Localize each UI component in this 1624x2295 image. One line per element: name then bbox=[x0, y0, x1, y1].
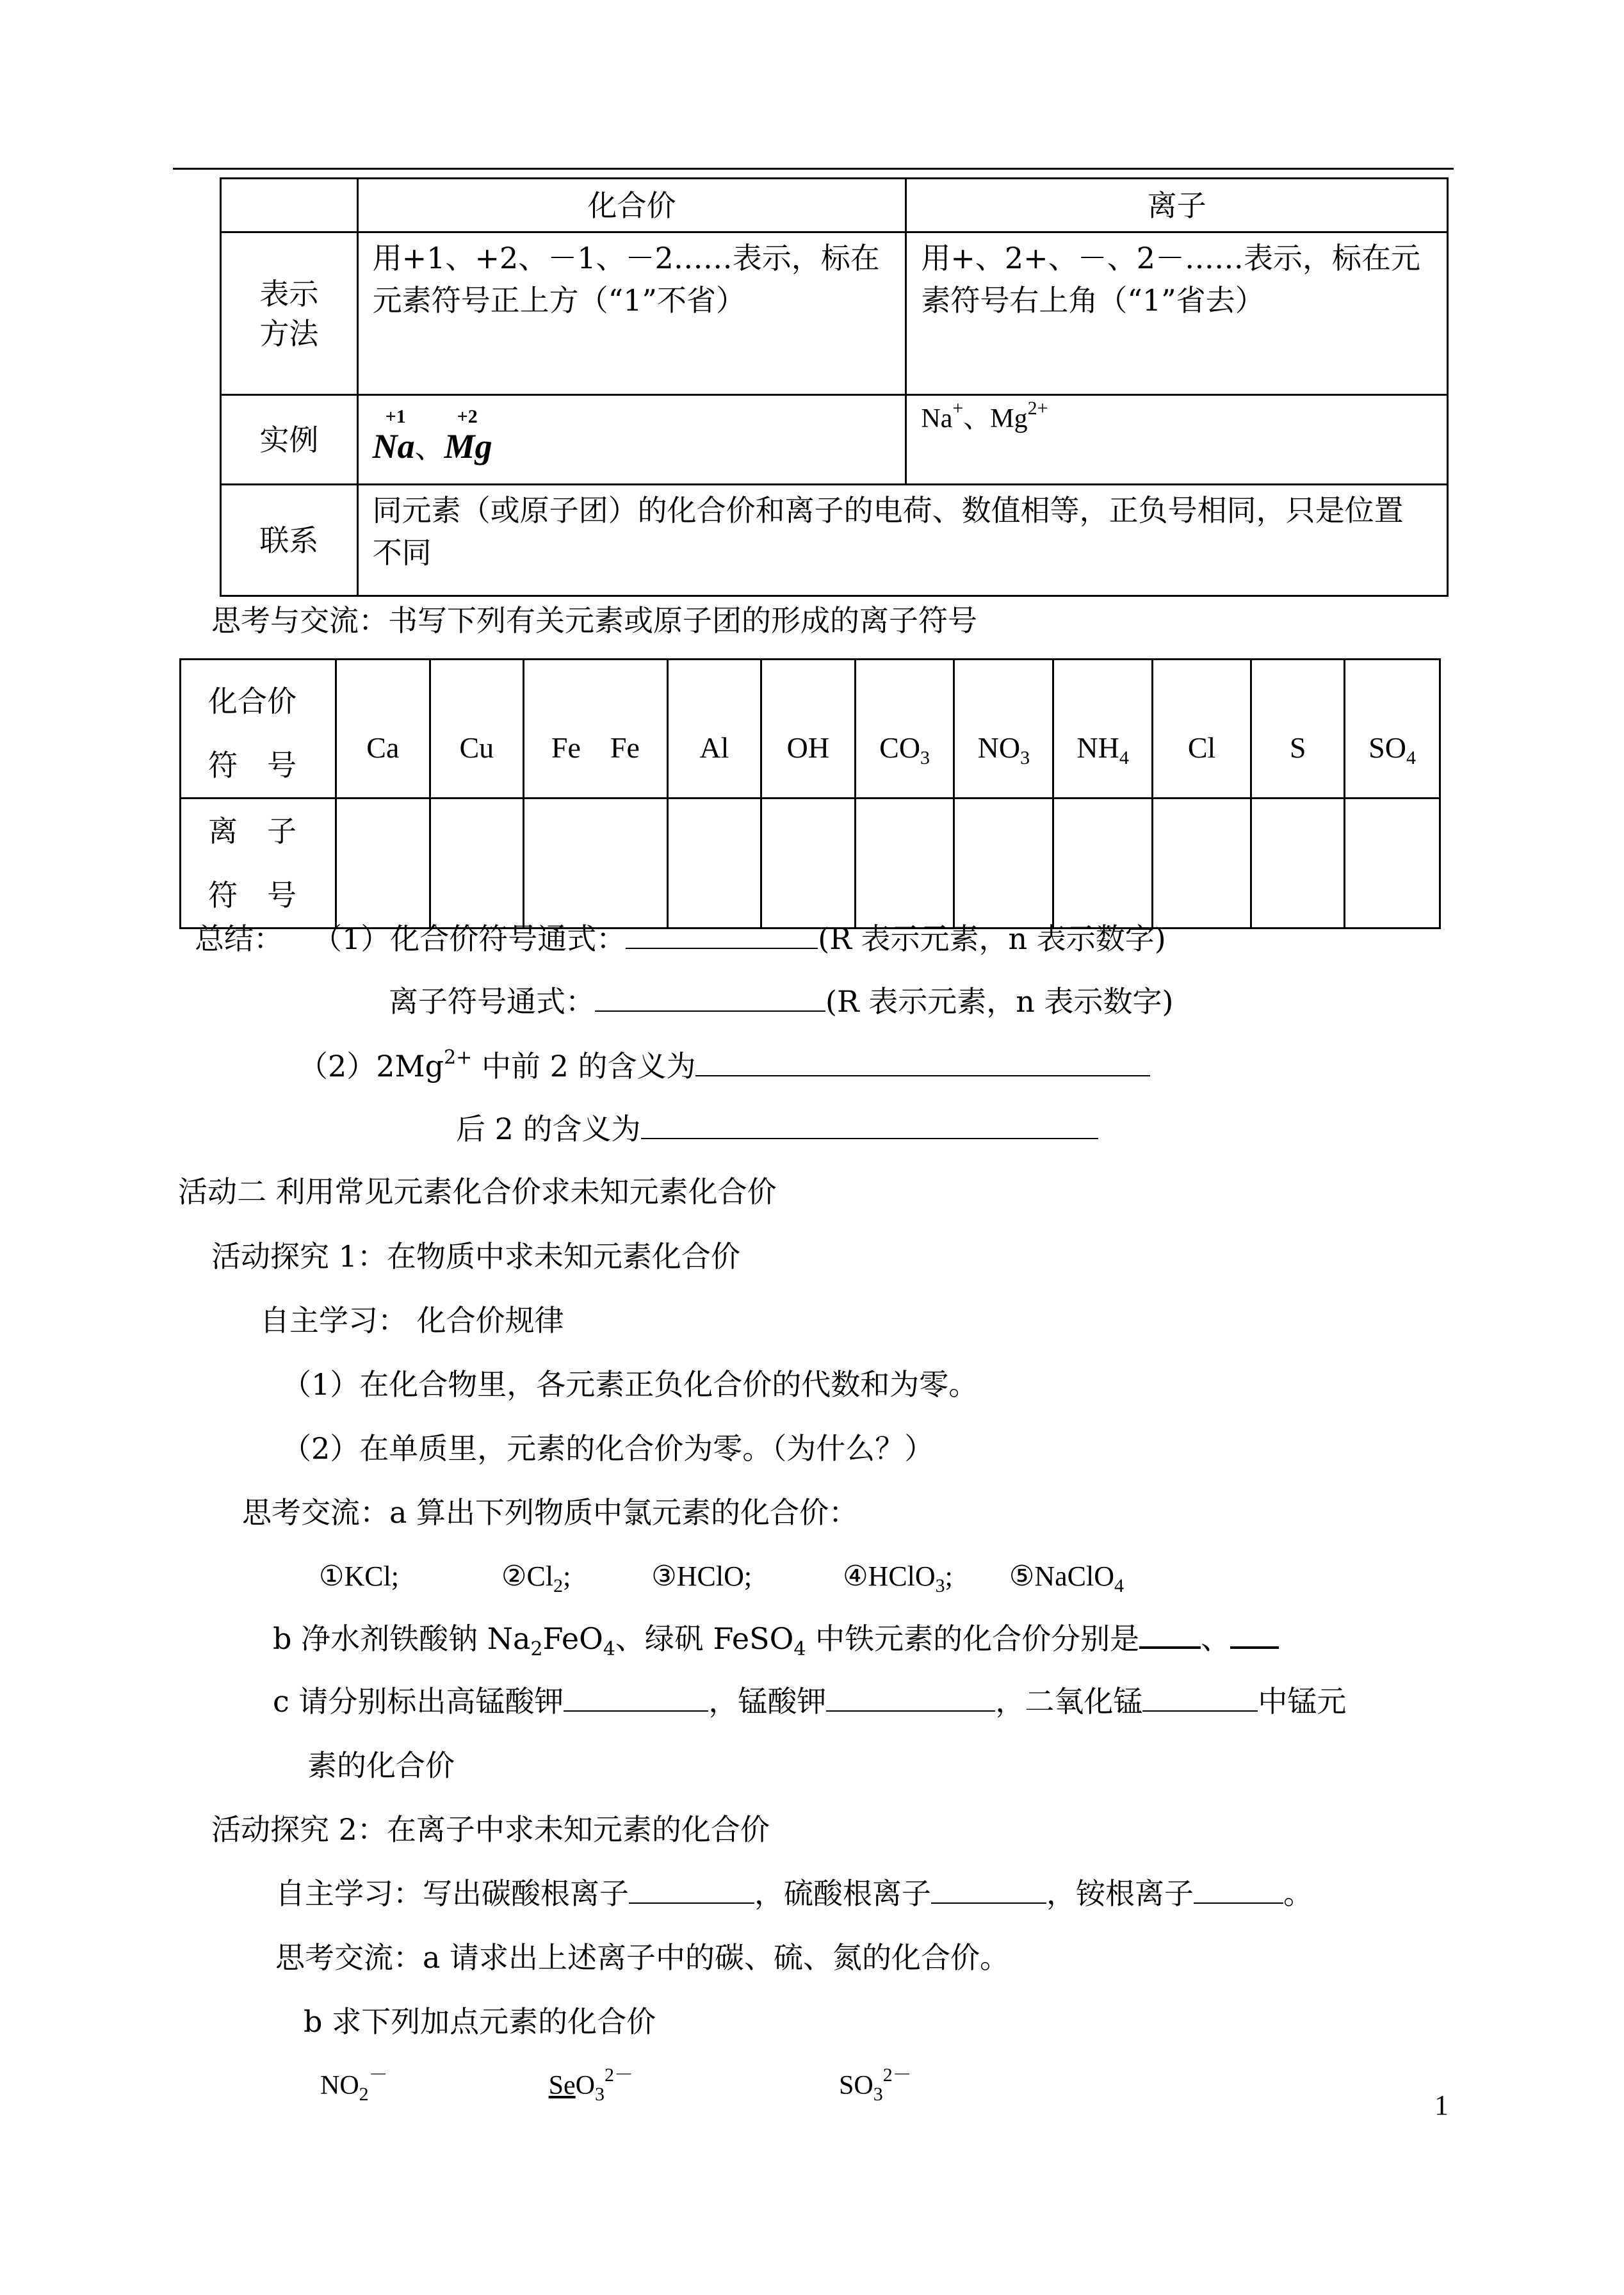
symbol-cell: S bbox=[1251, 660, 1345, 799]
table1-row-label-relation: 联系 bbox=[221, 485, 358, 596]
summary-line-2: 离子符号通式： (R 表示元素，n 表示数字) bbox=[389, 984, 1174, 1019]
summary-line-3: $(2)2Mg^{2+}$ 中前 2 的含义为 bbox=[298, 1048, 1150, 1085]
table2-row1-label: 化合价 符 号 bbox=[181, 660, 336, 799]
symbol-cell: Ca bbox=[336, 660, 430, 799]
fe-valence-blank-2[interactable] bbox=[1230, 1621, 1279, 1649]
valence-na: +1 Na bbox=[372, 405, 415, 466]
ion-answer-cell[interactable] bbox=[336, 799, 430, 929]
summary-line-1: 总结： （1）化合价符号通式： (R 表示元素，n 表示数字) bbox=[195, 921, 1166, 956]
compound-cl2: $②Cl_2$; bbox=[501, 1561, 571, 1596]
ion-answer-cell[interactable] bbox=[1345, 799, 1440, 929]
symbol-cell: $NH_4$ bbox=[1053, 660, 1153, 799]
valence-sep: 、 bbox=[414, 430, 444, 465]
ion-list bbox=[320, 2064, 912, 2105]
table1-relation: 同元素（或原子团）的化合价和离子的电荷、数值相等，正负号相同，只是位置不同 bbox=[357, 485, 1447, 596]
table1-header-empty bbox=[221, 179, 358, 232]
symbol-cell: Cu bbox=[430, 660, 523, 799]
ion-answer-cell[interactable] bbox=[855, 799, 954, 929]
valence-mg: +2 Mg bbox=[444, 405, 492, 466]
table1-valence-method: 用+1、+2、－1、－2……表示，标在元素符号正上方（“1”不省） bbox=[357, 232, 906, 395]
valence-vs-ion-table bbox=[220, 177, 1449, 597]
table1-row-label-method: 表示 方法 bbox=[221, 232, 358, 395]
symbol-cell: Cl bbox=[1153, 660, 1251, 799]
symbol-cell: Al bbox=[667, 660, 761, 799]
compound-naclo4: ⑤NaClO$_4$ bbox=[1009, 1561, 1125, 1596]
think2-a: 思考交流：a 请求出上述离子中的碳、硫、氮的化合价。 bbox=[275, 1940, 1010, 1975]
compound-hclo: ③HClO; bbox=[651, 1561, 752, 1592]
table2-row2-label: 离 子 符 号 bbox=[181, 799, 336, 929]
rule-2: （2）在单质里，元素的化合价为零。（为什么？） bbox=[282, 1431, 934, 1466]
ion-seo3: SeO$_3^{2-}$ bbox=[548, 2064, 634, 2105]
ion-answer-cell[interactable] bbox=[1053, 799, 1153, 929]
ammonium-ion-blank[interactable] bbox=[1194, 1877, 1283, 1904]
ion-answer-cell[interactable] bbox=[1153, 799, 1251, 929]
summary-line-4: 后 2 的含义为 bbox=[456, 1110, 1098, 1148]
symbol-cell: $SO_4$ bbox=[1345, 660, 1440, 799]
ion-answer-cell[interactable] bbox=[1251, 799, 1345, 929]
table1-row-label-example: 实例 bbox=[221, 395, 358, 485]
compound-list bbox=[319, 1558, 1124, 1595]
symbol-cell: $NO_3$ bbox=[954, 660, 1053, 799]
kmno4-blank[interactable] bbox=[564, 1685, 708, 1712]
carbonate-ion-blank[interactable] bbox=[629, 1877, 754, 1904]
sulfate-ion-blank[interactable] bbox=[931, 1877, 1046, 1904]
front-2-meaning-blank[interactable] bbox=[695, 1050, 1150, 1076]
table1-header-ion: 离子 bbox=[906, 179, 1448, 232]
back-2-meaning-blank[interactable] bbox=[641, 1112, 1098, 1139]
rule-1: （1）在化合物里，各元素正负化合价的代数和为零。 bbox=[282, 1367, 978, 1402]
symbol-cell: OH bbox=[761, 660, 856, 799]
fe-valence-blank-1[interactable] bbox=[1139, 1621, 1201, 1649]
symbol-cell: $CO_3$ bbox=[855, 660, 954, 799]
think2-b: b 求下列加点元素的化合价 bbox=[304, 2004, 656, 2039]
mno2-blank[interactable] bbox=[1142, 1685, 1258, 1712]
think-a: 思考交流：a 算出下列物质中氯元素的化合价： bbox=[242, 1495, 859, 1530]
compound-kcl: ①KCl; bbox=[319, 1561, 400, 1592]
c-line: c 请分别标出高锰酸钾 ，锰酸钾 ，二氧化锰 中锰元 bbox=[273, 1684, 1347, 1719]
compound-hclo3: ④HClO$_3$; bbox=[843, 1561, 953, 1596]
ion-answer-cell[interactable] bbox=[430, 799, 523, 929]
symbol-cell: Fe Fe bbox=[524, 660, 668, 799]
table1-ion-example: Na+、$Mg^{2+}$ bbox=[906, 395, 1448, 485]
self-study-title: 自主学习： 化合价规律 bbox=[260, 1303, 564, 1338]
exercise-heading: 思考与交流：书写下列有关元素或原子团的形成的离子符号 bbox=[211, 603, 977, 638]
ion-answer-cell[interactable] bbox=[667, 799, 761, 929]
ion-so3: $SO_3^{2-}$ bbox=[839, 2064, 912, 2105]
ion-answer-cell[interactable] bbox=[524, 799, 668, 929]
ion-answer-cell[interactable] bbox=[761, 799, 856, 929]
explore1-title: 活动探究 1：在物质中求未知元素化合价 bbox=[211, 1239, 740, 1274]
ion-formula-blank[interactable] bbox=[595, 985, 825, 1012]
valence-formula-blank[interactable] bbox=[626, 922, 818, 949]
table1-ion-method: 用+、2+、－、2－……表示，标在元素符号右上角（“1”省去） bbox=[906, 232, 1448, 395]
k2mno4-blank[interactable] bbox=[826, 1685, 995, 1712]
ion-answer-cell[interactable] bbox=[954, 799, 1053, 929]
ion-symbol-table bbox=[179, 658, 1441, 929]
b-line: b 净水剂铁酸钠 $Na_2FeO_4$、绿矾 FeSO$_4$ 中铁元素的化合价分别是 、 bbox=[273, 1620, 1279, 1657]
table1-header-valence: 化合价 bbox=[357, 179, 906, 232]
self-study2: 自主学习：写出碳酸根离子 ，硫酸根离子 ，铵根离子 。 bbox=[275, 1876, 1313, 1911]
ion-no2: $NO_2^-$ bbox=[320, 2064, 388, 2105]
header-rule bbox=[173, 168, 1454, 170]
activity2-title: 活动二 利用常见元素化合价求未知元素化合价 bbox=[178, 1174, 777, 1209]
table1-valence-example bbox=[357, 395, 906, 485]
page-number: 1 bbox=[1434, 2089, 1449, 2121]
c-line-cont: 素的化合价 bbox=[307, 1748, 455, 1783]
explore2-title: 活动探究 2：在离子中求未知元素的化合价 bbox=[211, 1812, 770, 1847]
